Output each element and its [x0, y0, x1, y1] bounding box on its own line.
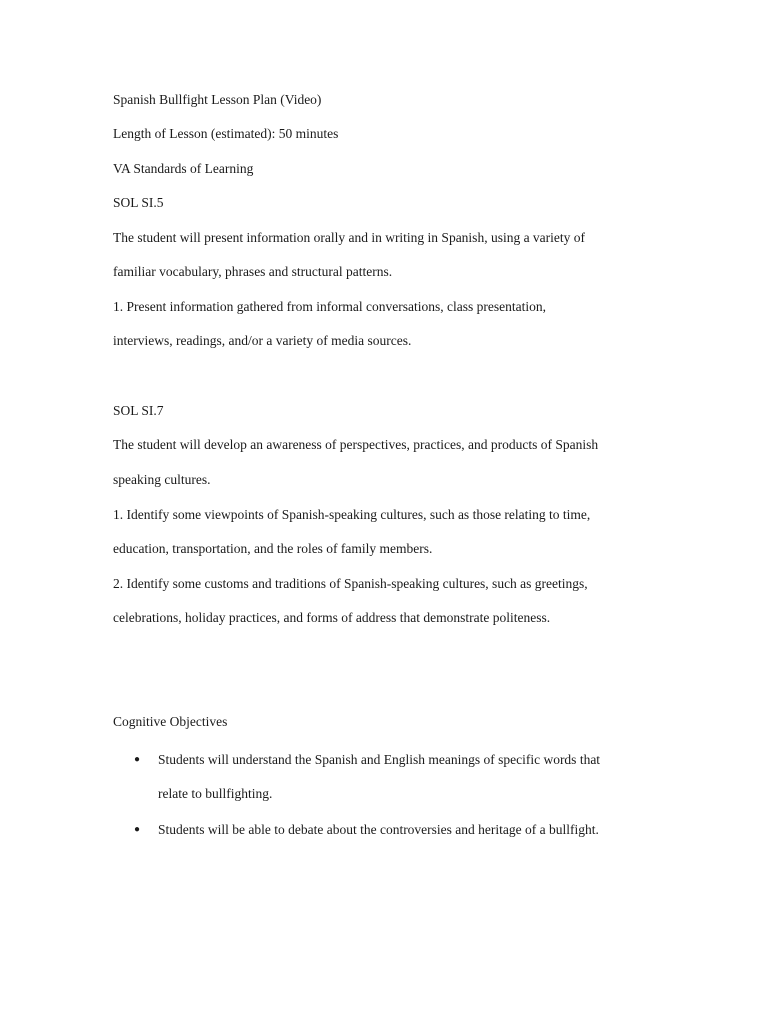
document-title: Spanish Bullfight Lesson Plan (Video): [113, 92, 322, 107]
sol-si7-line: speaking cultures.: [113, 472, 211, 487]
sol-si5-code: SOL SI.5: [113, 195, 164, 210]
bullet-icon: ●: [134, 824, 141, 835]
objective-line: Students will be able to debate about the controversies and heritage of a bullfight.: [158, 822, 599, 837]
sol-si7-line: celebrations, holiday practices, and forms of address that demonstrate politeness.: [113, 610, 551, 625]
cognitive-objectives-heading: Cognitive Objectives: [113, 714, 228, 729]
sol-si5-line: interviews, readings, and/or a variety of media sources.: [113, 333, 412, 348]
objective-line: relate to bullfighting.: [158, 786, 273, 801]
sol-si7-line: The student will develop an awareness of perspectives, practices, and products of Spanish: [113, 437, 599, 452]
sol-si5-line: The student will present information orally and in writing in Spanish, using a variety of: [113, 230, 586, 245]
sol-si5-line: familiar vocabulary, phrases and structural patterns.: [113, 264, 393, 279]
sol-si5-line: 1. Present information gathered from informal conversations, class presentation,: [113, 299, 547, 314]
sol-si7-line: 1. Identify some viewpoints of Spanish-speaking cultures, such as those relating to time,: [113, 507, 591, 522]
lesson-length: Length of Lesson (estimated): 50 minutes: [113, 126, 339, 141]
standards-heading: VA Standards of Learning: [113, 161, 254, 176]
sol-si7-line: education, transportation, and the roles of family members.: [113, 541, 433, 556]
bullet-icon: ●: [134, 754, 141, 765]
sol-si7-line: 2. Identify some customs and traditions of Spanish-speaking cultures, such as greetings,: [113, 576, 588, 591]
sol-si7-code: SOL SI.7: [113, 403, 164, 418]
objective-line: Students will understand the Spanish and English meanings of specific words that: [158, 752, 601, 767]
